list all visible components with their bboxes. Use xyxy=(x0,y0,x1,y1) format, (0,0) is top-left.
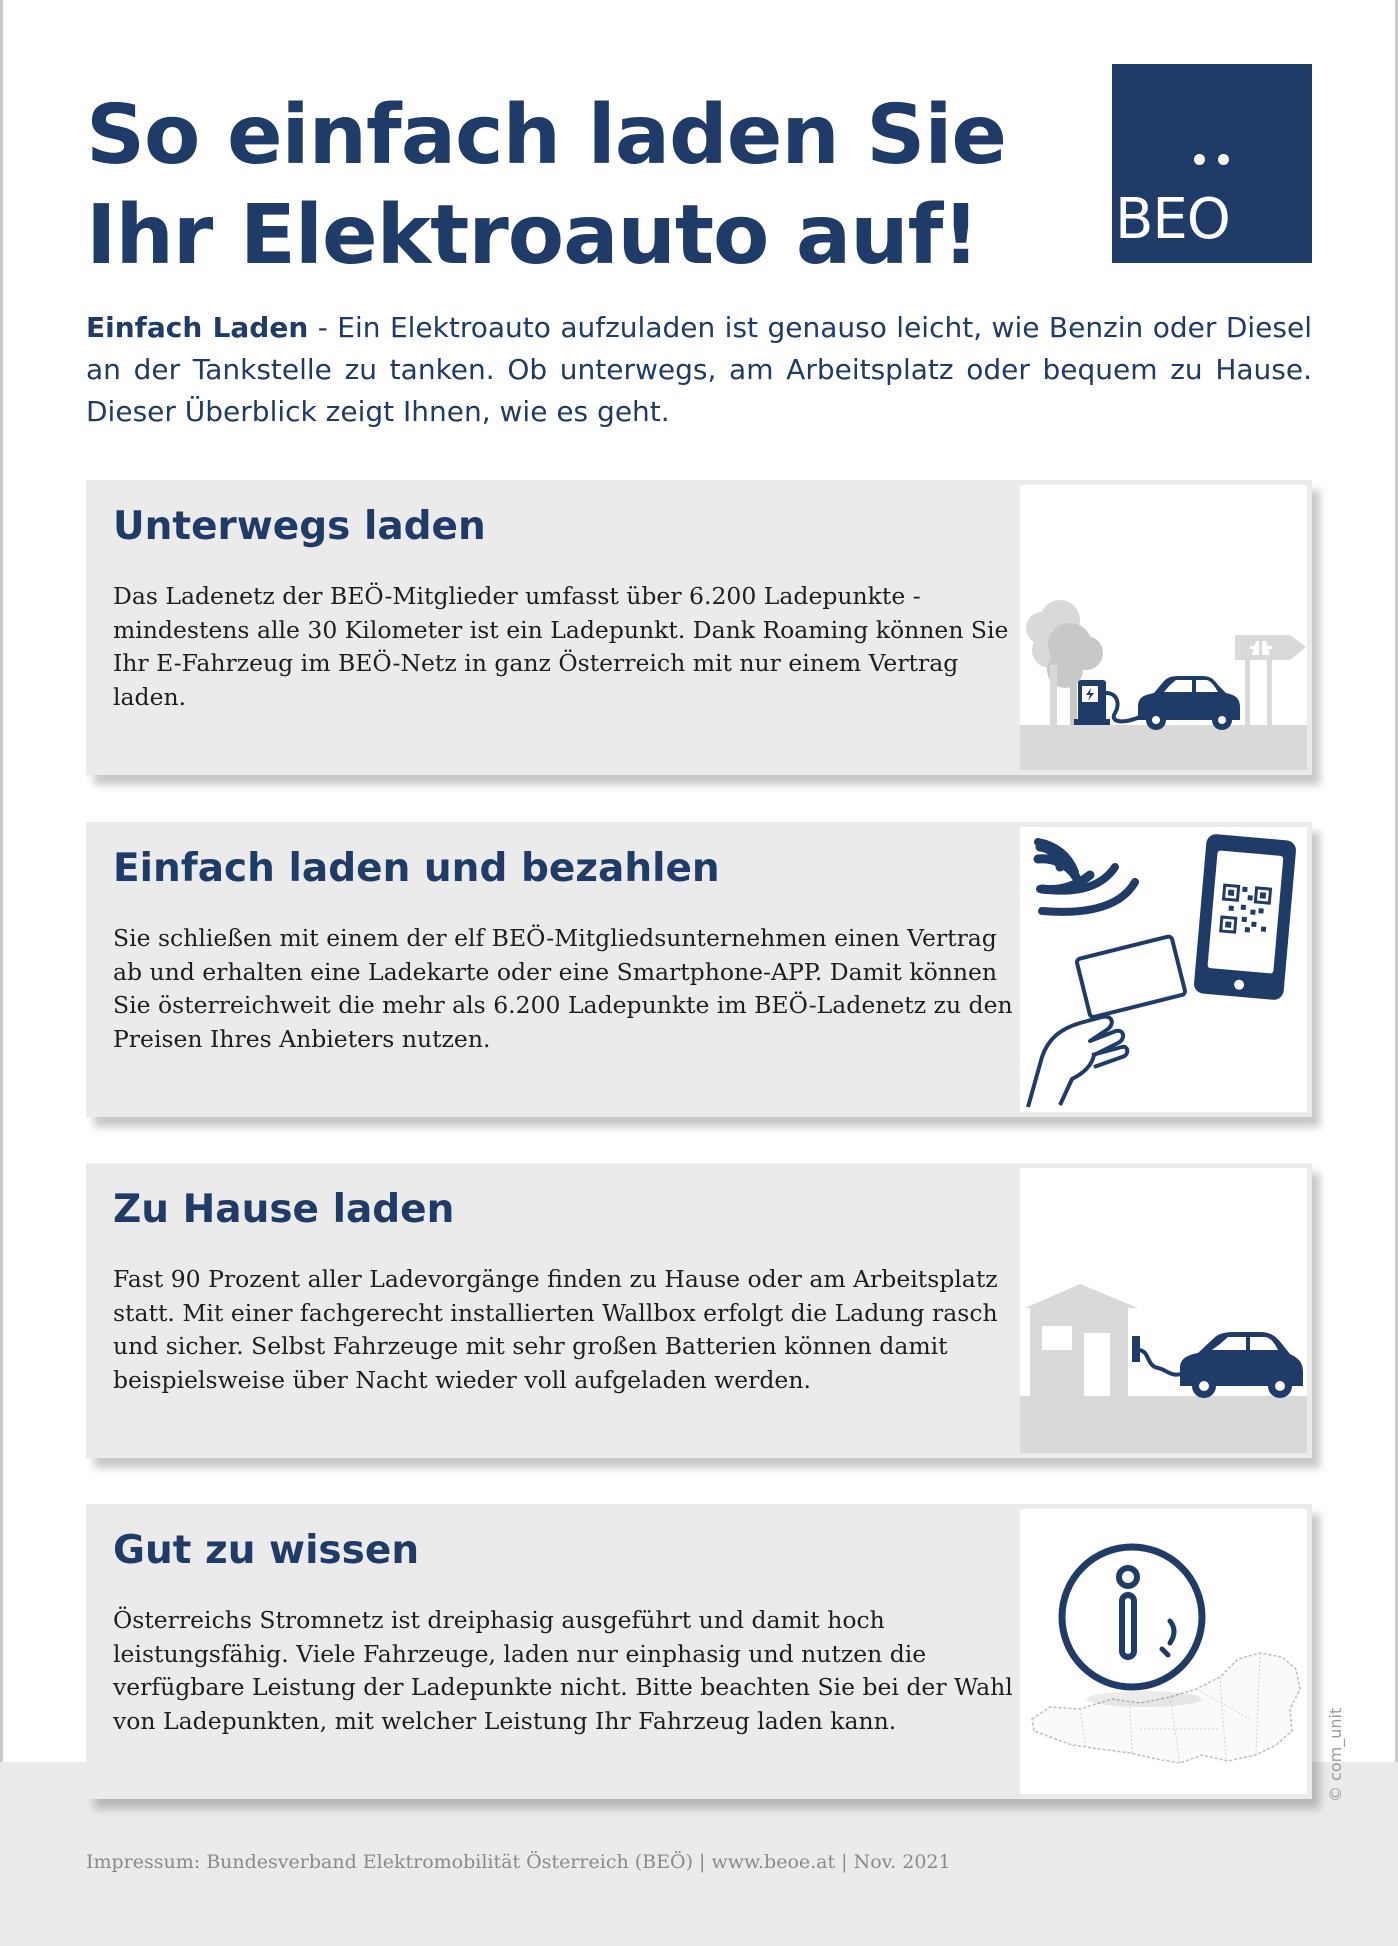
intro-paragraph xyxy=(86,307,1312,433)
section-text: Sie schließen mit einem der elf BEÖ-Mitgliedsunternehmen einen Vertrag ab und erhalten eine Ladekarte oder eine Smartphone-APP. Damit können Sie österreichweit die mehr als 6.200 Ladepunkte im BEÖ-Ladenetz zu den Preisen Ihres Anbieters nutzen. xyxy=(113,924,1013,1053)
section-text: Das Ladenetz der BEÖ-Mitglieder umfasst über 6.200 Ladepunkte - mindestens alle 30 Kilometer ist ein Ladepunkt. Dank Roaming können Sie Ihr E-Fahrzeug im BEÖ-Netz in ganz Österreich mit nur einem Vertrag laden. xyxy=(113,582,1009,711)
image-credit: © com_unit xyxy=(1326,1707,1345,1802)
section-text: Österreichs Stromnetz ist dreiphasig ausgeführt und damit hoch leistungsfähig. Viele Fahrzeuge, laden nur einphasig und nutzen die verfügbare Leistung der Ladepunkte nicht. Bitte beachten Sie bei der Wahl von Ladepunkten, mit welcher Leistung Ihr Fahrzeug laden kann. xyxy=(113,1606,1013,1735)
section-title: Unterwegs laden xyxy=(113,504,486,549)
logo-text: BEO xyxy=(1115,187,1230,252)
info-austria-map-icon xyxy=(1020,1509,1307,1794)
section-title: Zu Hause laden xyxy=(113,1187,455,1232)
footer-imprint: Impressum: Bundesverband Elektromobilität Österreich (BEÖ) | www.beoe.at | Nov. 2021 xyxy=(86,1851,951,1873)
charging-card-phone-icon xyxy=(1020,827,1307,1112)
page-title-line-2: Ihr Elektroauto auf! xyxy=(86,188,979,283)
beo-logo xyxy=(1112,64,1312,263)
section-card-zuhause xyxy=(86,1163,1312,1458)
page-title-line-1: So einfach laden Sie xyxy=(86,88,1007,183)
section-text: Fast 90 Prozent aller Ladevorgänge finden zu Hause oder am Arbeitsplatz statt. Mit einer fachgerecht installierten Wallbox erfolgt die Ladung rasch und sicher. Selbst Fahrzeuge mit sehr großen Batterien können damit beispielsweise über Nacht wieder voll aufgeladen werden. xyxy=(113,1265,998,1394)
intro-lead: Einfach Laden xyxy=(86,311,309,344)
section-card-unterwegs xyxy=(86,480,1312,775)
intro-text: - Ein Elektroauto aufzuladen ist genauso leicht, wie Benzin oder Diesel an der Tankstelle zu tanken. Ob unterwegs, am Arbeitsplatz oder bequem zu Hause. Dieser Überblick zeigt Ihnen, wie es geht. xyxy=(86,311,1313,428)
section-title: Gut zu wissen xyxy=(113,1528,420,1573)
section-card-bezahlen xyxy=(86,822,1312,1117)
home-charging-icon xyxy=(1020,1168,1307,1453)
page-title xyxy=(86,86,1007,286)
logo-umlaut-dots xyxy=(1192,154,1236,168)
page-border-left xyxy=(0,0,3,1946)
section-title: Einfach laden und bezahlen xyxy=(113,846,720,891)
roadside-charging-icon xyxy=(1020,485,1307,770)
section-card-gut-zu-wissen xyxy=(86,1504,1312,1799)
